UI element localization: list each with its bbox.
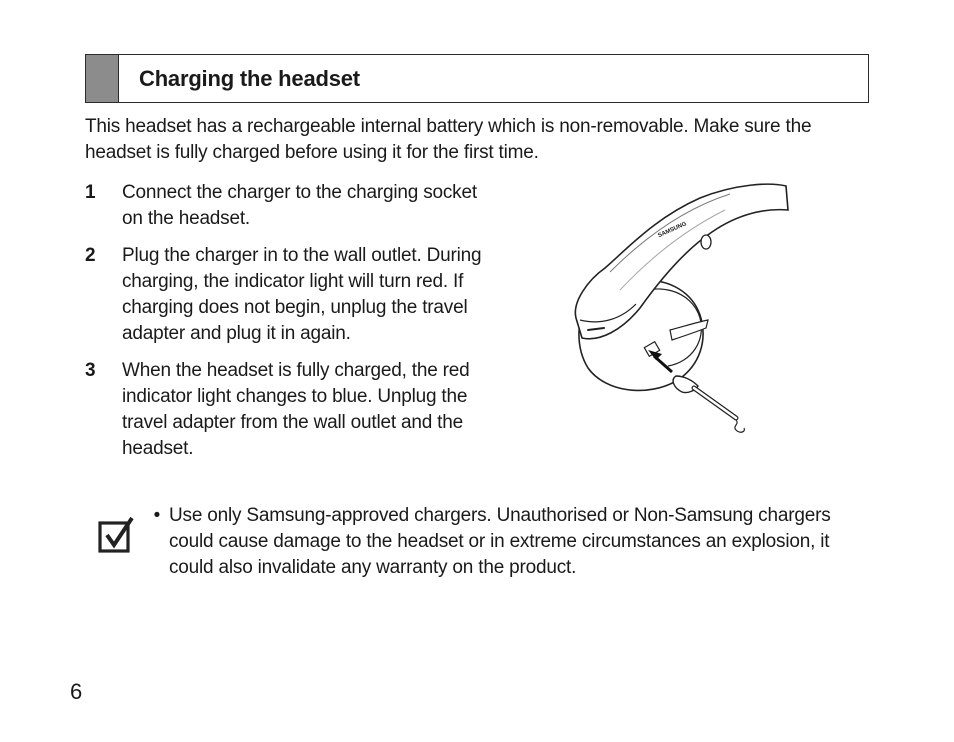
page-number: 6 [70,679,83,704]
intro-paragraph: This headset has a rechargeable internal battery which is non-removable. Make sure the headset is fully charged before using it for the first time. [85,116,812,163]
step-item [85,243,495,347]
note-text: Use only Samsung-approved chargers. Unauthorised or Non-Samsung chargers could cause damage to the headset or in extreme circumstances an explosion, it could also invalidate any warranty on the product. [169,505,831,578]
step-text: Connect the charger to the charging socket on the headset. [122,182,477,229]
section-header [85,54,869,103]
steps-list [85,180,495,473]
note-bullet: • [153,505,161,526]
step-text: Plug the charger in to the wall outlet. During charging, the indicator light will turn red. If charging does not begin, unplug the travel adapter and plug it in again. [122,245,482,344]
step-item [85,358,495,462]
step-number: 2 [85,245,96,266]
brand-logo: SAMSUNG [657,221,688,240]
headset-charging-illustration [560,180,800,440]
step-number: 3 [85,360,96,381]
note-block [145,503,865,581]
checkbox-note-icon [98,515,136,553]
step-number: 1 [85,182,96,203]
step-text: When the headset is fully charged, the red indicator light changes to blue. Unplug the travel adapter from the wall outlet and the headset. [122,360,470,459]
section-header-tab [86,55,119,102]
section-title: Charging the headset [139,65,360,91]
step-item [85,180,495,232]
